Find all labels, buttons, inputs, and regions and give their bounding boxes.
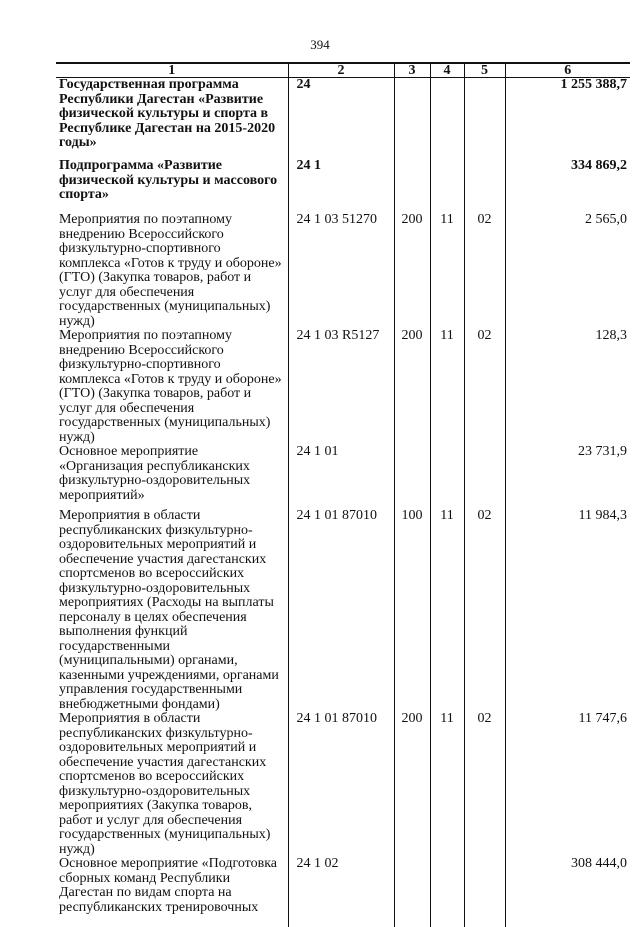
row-name: Мероприятия в области республиканских физкультурно-оздоровительных мероприятий и обеспечение участия дагестанских спортсменов во всероссийских физкультурно-оздоровительных мероприятиях (Закупка товаров, работ и услуг для обеспечения государственных (муниципальных) нужд) bbox=[59, 711, 271, 857]
row-col-4: 11 bbox=[430, 712, 464, 857]
row-col-5 bbox=[464, 78, 505, 160]
row-col-3 bbox=[394, 78, 430, 160]
table-row bbox=[56, 712, 630, 857]
row-amount: 23 731,9 bbox=[505, 445, 630, 509]
row-name: Мероприятия по поэтапному внедрению Всероссийского физкультурно-спортивного комплекса «Готов к труду и обороне» (ГТО) (Закупка товаров, работ и услуг для обеспечения государственных (муниципальных) нужд) bbox=[59, 328, 282, 445]
header-col-3: 3 bbox=[394, 63, 430, 78]
row-col-3 bbox=[394, 159, 430, 213]
budget-table bbox=[56, 62, 630, 927]
row-col-5 bbox=[464, 857, 505, 927]
row-col-5: 02 bbox=[464, 509, 505, 712]
row-col-5 bbox=[464, 159, 505, 213]
row-amount: 308 444,0 bbox=[505, 857, 630, 927]
row-amount: 334 869,2 bbox=[505, 159, 630, 213]
row-name: Основное мероприятие «Организация республиканских физкультурно-оздоровительных мероприятий» bbox=[59, 444, 251, 503]
row-code: 24 1 03 51270 bbox=[288, 213, 394, 329]
row-name: Государственная программа Республики Дагестан «Развитие физической культуры и спорта в Республике Дагестан на 2015-2020 годы» bbox=[59, 77, 276, 150]
row-col-5: 02 bbox=[464, 329, 505, 445]
table-row bbox=[56, 329, 630, 445]
row-col-3: 200 bbox=[394, 329, 430, 445]
table-row bbox=[56, 509, 630, 712]
row-col-4 bbox=[430, 159, 464, 213]
row-amount: 128,3 bbox=[505, 329, 630, 445]
row-amount: 11 747,6 bbox=[505, 712, 630, 857]
row-name: Подпрограмма «Развитие физической культуры и массового спорта» bbox=[59, 158, 278, 202]
table-row bbox=[56, 159, 630, 213]
row-col-3 bbox=[394, 445, 430, 509]
table-row bbox=[56, 445, 630, 509]
row-amount: 1 255 388,7 bbox=[505, 78, 630, 160]
row-code: 24 bbox=[288, 78, 394, 160]
table-row bbox=[56, 857, 630, 927]
row-col-4 bbox=[430, 78, 464, 160]
row-col-5 bbox=[464, 445, 505, 509]
row-name: Мероприятия в области республиканских физкультурно-оздоровительных мероприятий и обеспечение участия дагестанских спортсменов во всероссийских физкультурно-оздоровительных мероприятиях (Расходы на выплаты персоналу в целях обеспечения выполнения функций государственными (муниципальными) органами, казенными учреждениями, органами управления государственными внебюджетными фондами) bbox=[59, 508, 279, 712]
row-col-4: 11 bbox=[430, 329, 464, 445]
row-col-4: 11 bbox=[430, 213, 464, 329]
row-code: 24 1 01 87010 bbox=[288, 712, 394, 857]
row-code: 24 1 01 87010 bbox=[288, 509, 394, 712]
header-col-4: 4 bbox=[430, 63, 464, 78]
row-col-3: 200 bbox=[394, 712, 430, 857]
row-col-5: 02 bbox=[464, 712, 505, 857]
row-code: 24 1 03 R5127 bbox=[288, 329, 394, 445]
row-col-3: 200 bbox=[394, 213, 430, 329]
header-col-6: 6 bbox=[505, 63, 630, 78]
page-number: 394 bbox=[310, 37, 330, 52]
header-row bbox=[56, 63, 630, 78]
row-col-4 bbox=[430, 445, 464, 509]
row-code: 24 1 01 bbox=[288, 445, 394, 509]
table-row bbox=[56, 78, 630, 160]
row-col-4: 11 bbox=[430, 509, 464, 712]
table-row bbox=[56, 213, 630, 329]
row-name: Основное мероприятие «Подготовка сборных команд Республики Дагестан по видам спорта на республиканских тренировочных bbox=[59, 856, 278, 915]
header-col-5: 5 bbox=[464, 63, 505, 78]
row-col-5: 02 bbox=[464, 213, 505, 329]
header-col-1: 1 bbox=[56, 63, 288, 78]
row-name: Мероприятия по поэтапному внедрению Всероссийского физкультурно-спортивного комплекса «Готов к труду и обороне» (ГТО) (Закупка товаров, работ и услуг для обеспечения государственных (муниципальных) нужд) bbox=[59, 212, 282, 329]
row-col-3: 100 bbox=[394, 509, 430, 712]
row-col-3 bbox=[394, 857, 430, 927]
row-col-4 bbox=[430, 857, 464, 927]
row-code: 24 1 02 bbox=[288, 857, 394, 927]
row-amount: 11 984,3 bbox=[505, 509, 630, 712]
row-code: 24 1 bbox=[288, 159, 394, 213]
header-col-2: 2 bbox=[288, 63, 394, 78]
row-amount: 2 565,0 bbox=[505, 213, 630, 329]
